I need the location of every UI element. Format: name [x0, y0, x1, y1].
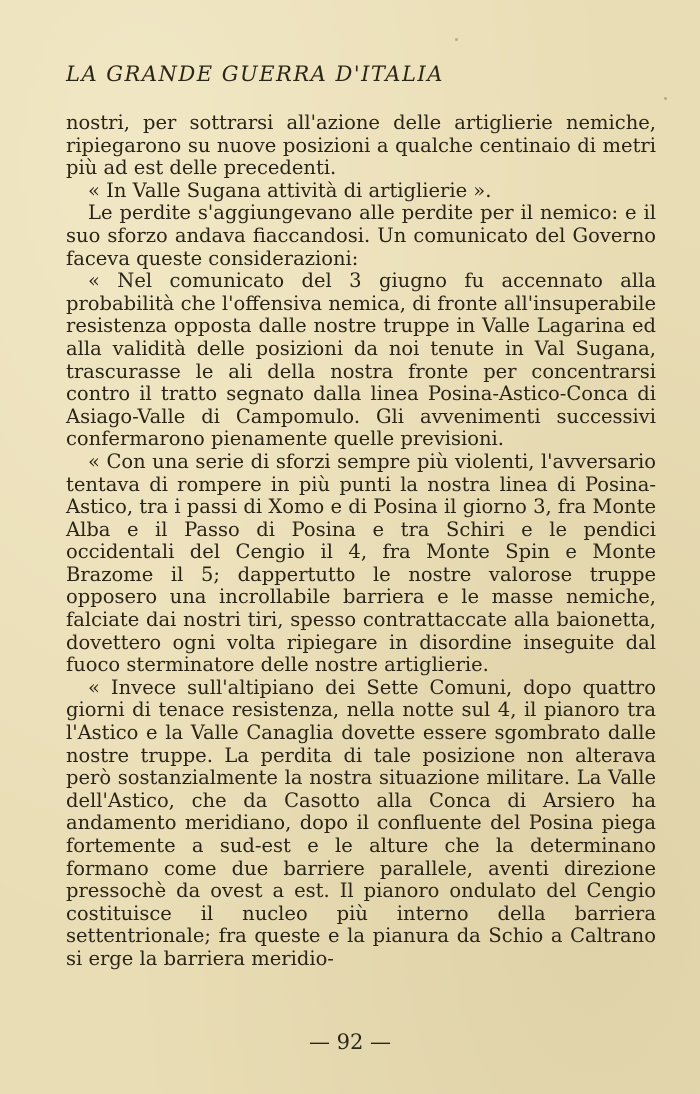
paper-speck: [664, 97, 667, 100]
body-text: [66, 112, 656, 971]
paragraph: nostri, per sottrarsi all'azione delle artiglierie nemiche, ripiegarono su nuove posizioni a qualche centinaio di metri più ad est delle precedenti.: [66, 111, 656, 180]
paragraph: « Con una serie di sforzi sempre più violenti, l'avversario tentava di rompere in più punti la nostra linea di Posina-Astico, tra i passi di Xomo e di Posina il giorno 3, fra Monte Alba e il Passo di Posina e tra Schiri e le pendici occidentali del Cengio il 4, fra Monte Spin e Monte Brazome il 5; dappertutto le nostre valorose truppe opposero una incrollabile barriera e le masse nemiche, falciate dai nostri tiri, spesso contrattaccate alla baionetta, dovettero ogni volta ripiegare in disordine inseguite dal fuoco sterminatore delle nostre artiglierie.: [66, 449, 656, 677]
paragraph: « Nel comunicato del 3 giugno fu accennato alla probabilità che l'offensiva nemica, di fronte all'insuperabile resistenza opposta dalle nostre truppe in Valle Lagarina ed alla validità delle posizioni da noi tenute in Val Sugana, trascurasse le ali della nostra fronte per concentrarsi contro il tratto segnato dalla linea Posina-Astico-Conca di Asiago-Valle di Campomulo. Gli avvenimenti successivi confermarono pienamente quelle previsioni.: [66, 269, 656, 451]
running-title: LA GRANDE GUERRA D'ITALIA: [66, 62, 444, 86]
paper-speck: [455, 38, 458, 41]
paragraph: « Invece sull'altipiano dei Sette Comuni, dopo quattro giorni di tenace resistenza, nella notte sul 4, il pianoro tra l'Astico e la Valle Canaglia dovette essere sgombrato dalle nostre truppe. La perdita di tale posizione non alterava però sostanzialmente la nostra situazione militare. La Valle dell'Astico, che da Casotto alla Conca di Arsiero ha andamento meridiano, dopo il confluente del Posina piega fortemente a sud-est e le alture che la determinano formano come due barriere parallele, aventi direzione pressochè da ovest a est. Il pianoro ondulato del Cengio costituisce il nucleo più interno della barriera settentrionale; fra queste e la pianura da Schio a Caltrano si erge la barriera meridio-: [66, 675, 656, 970]
page-number: — 92 —: [308, 1030, 392, 1054]
paragraph: « In Valle Sugana attività di artiglierie ».: [88, 178, 492, 202]
paragraph: Le perdite s'aggiungevano alle perdite per il nemico: e il suo sforzo andava fiaccandosi. Un comunicato del Governo faceva queste considerazioni:: [66, 201, 656, 270]
